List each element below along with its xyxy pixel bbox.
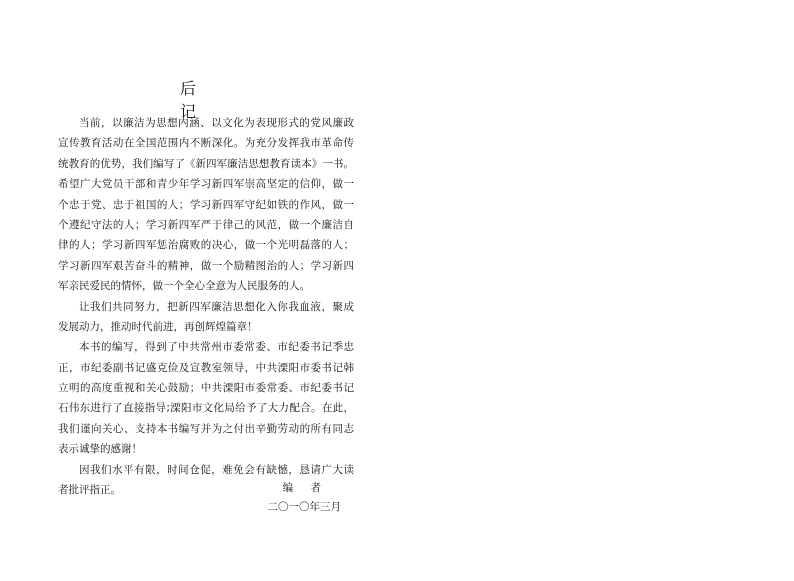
text-line: 因我们水平有限，时间仓促，难免会有缺憾，恳请广大读	[79, 463, 354, 476]
text-line: 正，市纪委副书记盛克俭及宣教室领导，中共溧阳市委书记韩	[58, 361, 354, 374]
text-line: 希望广大党员干部和青少年学习新四军崇高坚定的信仰，做一	[58, 178, 354, 191]
text-line: 个忠于党、忠于祖国的人；学习新四军守纪如铁的作风，做一	[58, 198, 354, 211]
signature-date: 二〇一〇年三月	[267, 501, 341, 513]
text-line: 宣传教育活动在全国范围内不断深化。为充分发挥我市革命传	[58, 137, 354, 150]
text-line: 发展动力，推动时代前进，再创辉煌篇章！	[58, 320, 258, 333]
text-line: 我们谨向关心、支持本书编写并为之付出辛勤劳动的所有同志	[58, 422, 354, 435]
text-line: 当前，以廉洁为思想内涵、以文化为表现形式的党风廉政	[79, 117, 354, 129]
page-title: 后 记	[179, 79, 216, 121]
text-line: 石伟东进行了直接指导;溧阳市文化局给予了大力配合。在此，	[58, 402, 354, 415]
text-line: 律的人；学习新四军惩治腐败的决心，做一个光明磊落的人；	[58, 239, 354, 252]
text-line: 本书的编写，得到了中共常州市委常委、市纪委书记季忠	[79, 341, 354, 354]
text-line: 军亲民爱民的情怀，做一个全心全意为人民服务的人。	[58, 280, 310, 293]
text-line: 个遵纪守法的人；学习新四军严于律己的风范，做一个廉洁自	[58, 218, 354, 231]
text-line: 学习新四军艰苦奋斗的精神，做一个励精图治的人；学习新四	[58, 259, 354, 272]
text-line: 者批评指正。	[58, 484, 121, 497]
text-line: 让我们共同努力，把新四军廉洁思想化入你我血液，聚成	[79, 300, 354, 313]
signature-author: 编 者	[282, 482, 328, 494]
text-line: 立明的高度重视和关心鼓励；中共溧阳市委常委、市纪委书记	[58, 382, 354, 395]
text-line: 表示诚挚的感谢！	[58, 443, 142, 456]
afterword-body	[58, 113, 354, 500]
text-line: 统教育的优势，我们编写了《新四军廉洁思想教育读本》一书。	[58, 157, 354, 170]
